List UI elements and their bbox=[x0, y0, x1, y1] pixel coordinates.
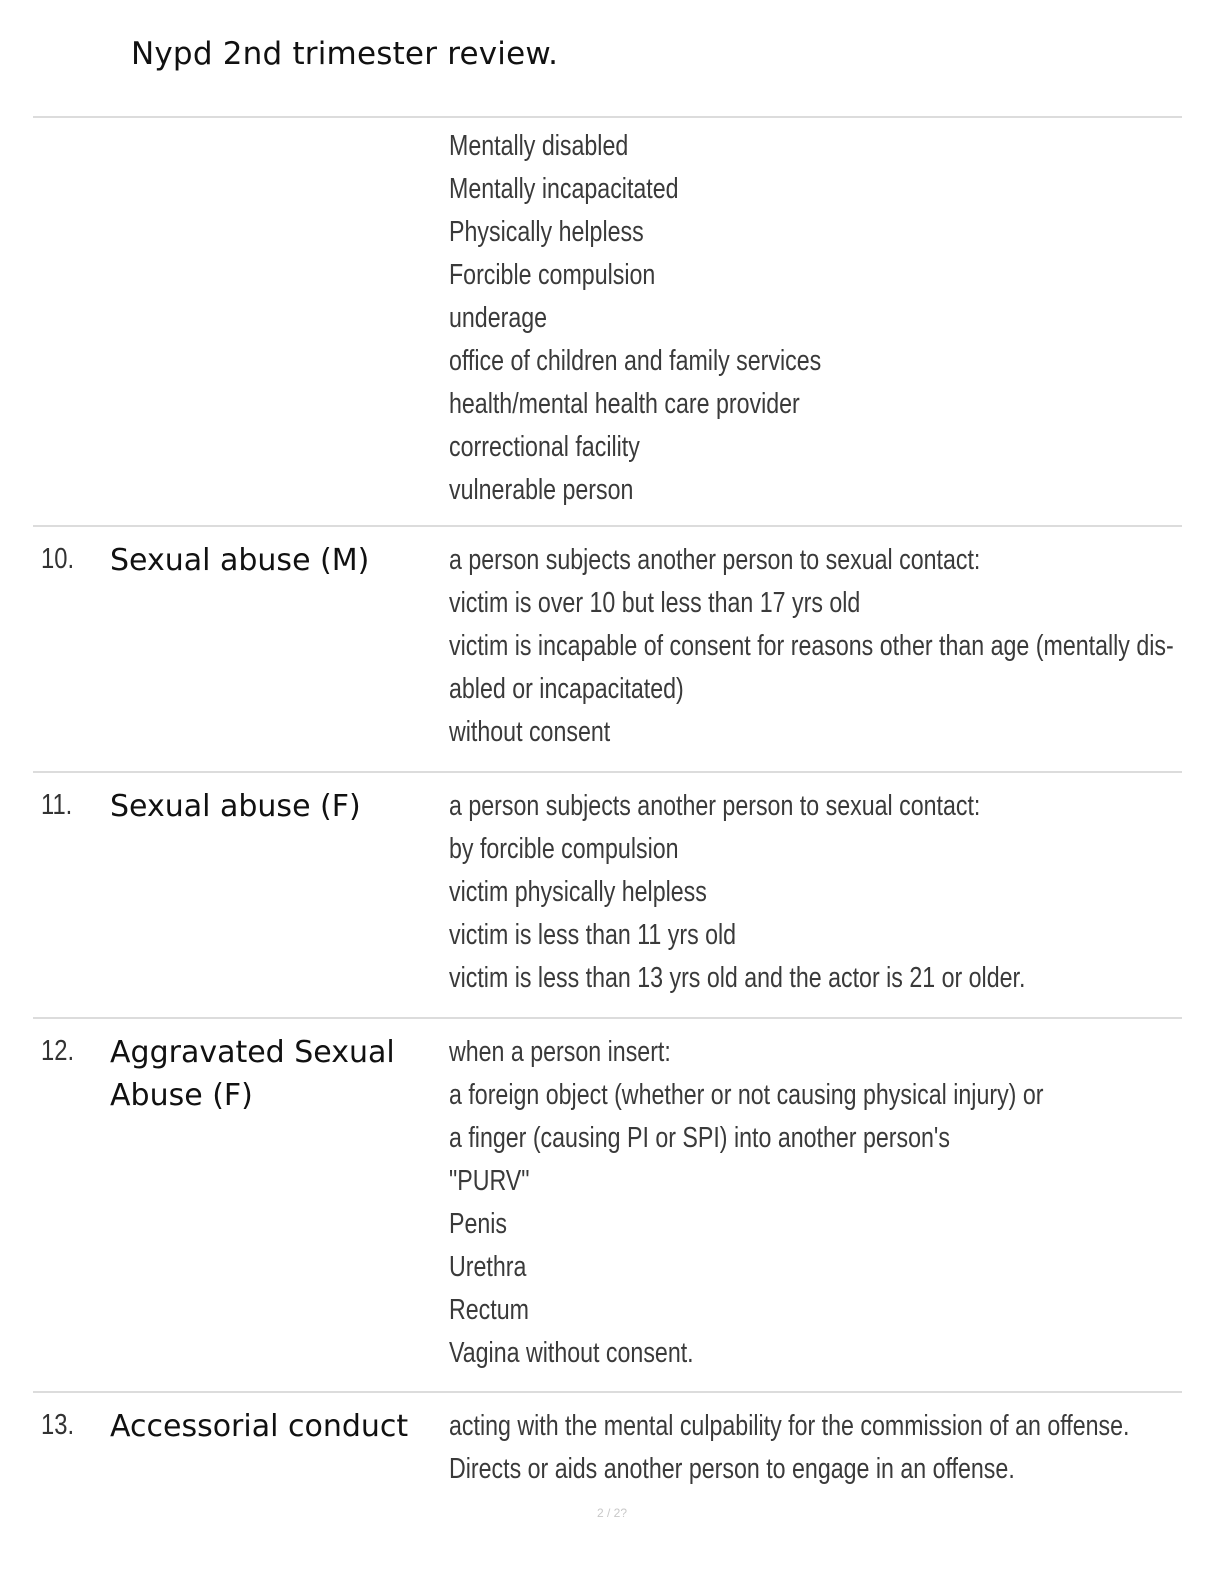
definition-line: Forcible compulsion bbox=[449, 259, 656, 291]
definition-line: vulnerable person bbox=[449, 474, 634, 506]
definition-line: Mentally incapacitated bbox=[449, 173, 679, 205]
definition-line: by forcible compulsion bbox=[449, 833, 679, 865]
definition-line: a finger (causing PI or SPI) into another person's bbox=[449, 1122, 950, 1154]
card-number: 12. bbox=[41, 1035, 75, 1067]
definition-line: abled or incapacitated) bbox=[449, 673, 684, 705]
card-number: 13. bbox=[41, 1409, 75, 1441]
definition-line: Physically helpless bbox=[449, 216, 644, 248]
definition-line: victim is less than 13 yrs old and the actor is 21 or older. bbox=[449, 962, 1026, 994]
card-term: Sexual abuse (F) bbox=[110, 789, 361, 824]
card-definition bbox=[449, 539, 1189, 754]
card-definition bbox=[449, 785, 1189, 1000]
definition-line: without consent bbox=[449, 716, 611, 748]
flashcard-12 bbox=[33, 1017, 1182, 1391]
card-definition bbox=[449, 125, 1189, 512]
flashcard-continuation bbox=[33, 116, 1182, 525]
card-term: Accessorial conduct bbox=[110, 1409, 409, 1444]
definition-line: a foreign object (whether or not causing physical injury) or bbox=[449, 1079, 1044, 1111]
definition-line: a person subjects another person to sexual contact: bbox=[449, 544, 981, 576]
flashcard-list bbox=[33, 116, 1182, 1501]
definition-line: Urethra bbox=[449, 1251, 527, 1283]
definition-line: correctional facility bbox=[449, 431, 640, 463]
card-term: Aggravated Sexual Abuse (F) bbox=[110, 1035, 395, 1113]
card-number: 10. bbox=[41, 543, 75, 575]
definition-line: health/mental health care provider bbox=[449, 388, 800, 420]
definition-line: Rectum bbox=[449, 1294, 529, 1326]
flashcard-11 bbox=[33, 771, 1182, 1017]
definition-line: office of children and family services bbox=[449, 345, 822, 377]
card-definition bbox=[449, 1031, 1189, 1375]
definition-line: victim is over 10 but less than 17 yrs old bbox=[449, 587, 861, 619]
card-number: 11. bbox=[41, 789, 73, 821]
definition-line: victim physically helpless bbox=[449, 876, 707, 908]
definition-line: "PURV" bbox=[449, 1165, 530, 1197]
page-indicator: 2 / 2? bbox=[596, 1506, 628, 1520]
definition-line: acting with the mental culpability for the commission of an offense. bbox=[449, 1410, 1130, 1442]
card-definition bbox=[449, 1405, 1189, 1491]
definition-line: Mentally disabled bbox=[449, 130, 629, 162]
definition-line: Directs or aids another person to engage in an offense. bbox=[449, 1453, 1015, 1485]
definition-line: victim is incapable of consent for reasons other than age (mentally dis- bbox=[449, 630, 1174, 662]
definition-line: a person subjects another person to sexual contact: bbox=[449, 790, 981, 822]
flashcard-10 bbox=[33, 525, 1182, 771]
document-title: Nypd 2nd trimester review. bbox=[131, 36, 559, 72]
definition-line: underage bbox=[449, 302, 548, 334]
definition-line: Vagina without consent. bbox=[449, 1337, 694, 1369]
definition-line: victim is less than 11 yrs old bbox=[449, 919, 737, 951]
definition-line: Penis bbox=[449, 1208, 508, 1240]
card-term: Sexual abuse (M) bbox=[110, 543, 370, 578]
flashcard-13 bbox=[33, 1391, 1182, 1501]
definition-line: when a person insert: bbox=[449, 1036, 671, 1068]
